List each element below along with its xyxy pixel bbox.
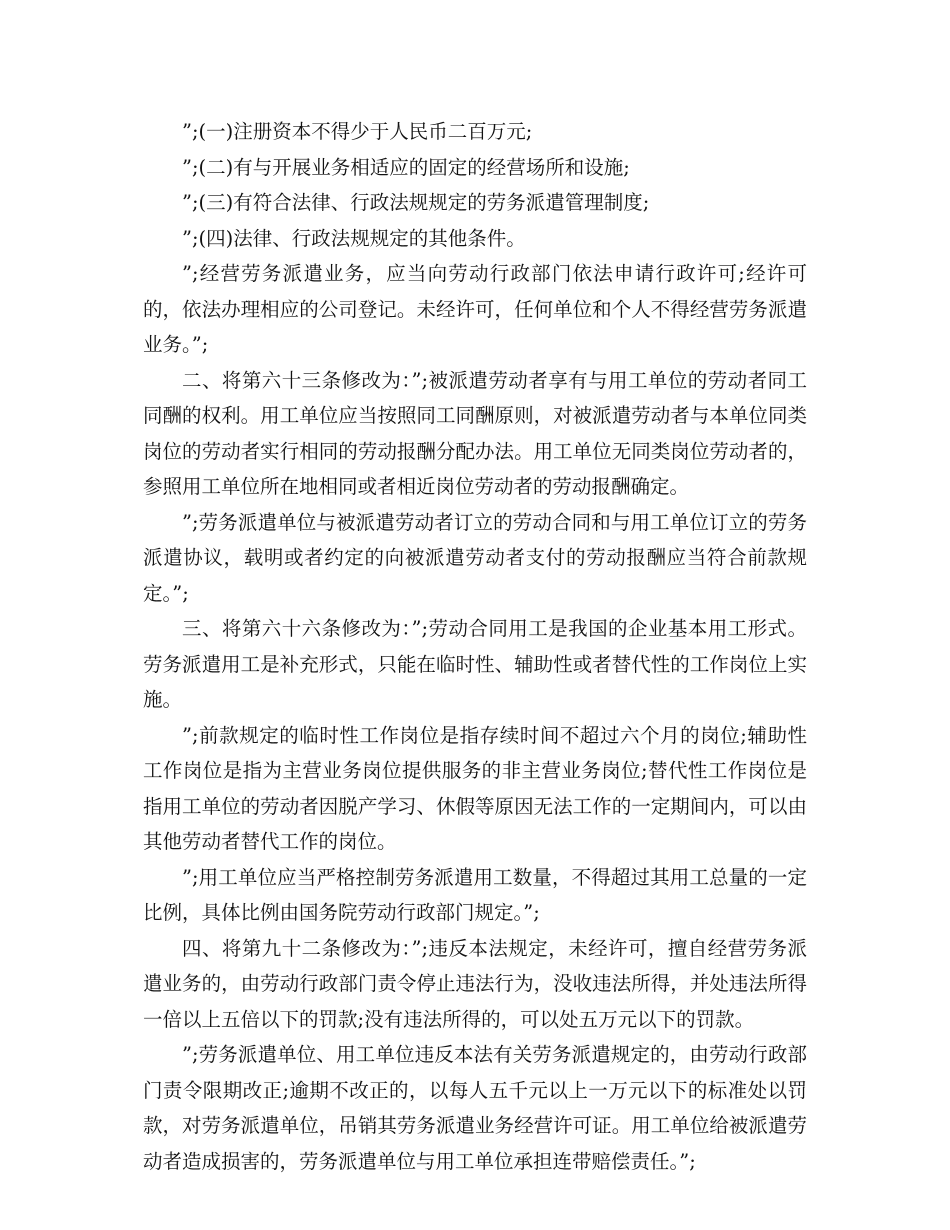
paragraph-4: ”;(四)法律、行政法规规定的其他条件。: [182, 226, 526, 250]
paragraph-7: ”;劳务派遣单位与被派遣劳动者订立的劳动合同和与用工单位订立的劳务派遣协议，载明或者约定的向被派遣劳动者支付的劳动报酬应当符合前款规定。”;: [143, 510, 807, 605]
document-body: [143, 114, 807, 1179]
paragraph-12: ”;劳务派遣单位、用工单位违反本法有关劳务派遣规定的，由劳动行政部门责令限期改正;逾期不改正的，以每人五千元以上一万元以下的标准处以罚款，对劳务派遣单位，吊销其劳务派遣业务经营许可证。用工单位给被派遣劳动者造成损害的，劳务派遣单位与用工单位承担连带赔偿责任。”;: [143, 1043, 807, 1173]
paragraph-1: ”;(一)注册资本不得少于人民币二百万元;: [182, 120, 533, 143]
paragraph-11: 四、将第九十二条修改为：”;违反本法规定，未经许可，擅自经营劳务派遣业务的，由劳动行政部门责令停止违法行为，没收违法所得，并处违法所得一倍以上五倍以下的罚款;没有违法所得的，可以处五万元以下的罚款。: [143, 936, 807, 1031]
paragraph-6: 二、将第六十三条修改为：”;被派遣劳动者享有与用工单位的劳动者同工同酬的权利。用工单位应当按照同工同酬原则，对被派遣劳动者与本单位同类岗位的劳动者实行相同的劳动报酬分配办法。用工单位无同类岗位劳动者的，参照用工单位所在地相同或者相近岗位劳动者的劳动报酬确定。: [143, 368, 807, 498]
paragraph-8: 三、将第六十六条修改为：”;劳动合同用工是我国的企业基本用工形式。劳务派遣用工是补充形式，只能在临时性、辅助性或者替代性的工作岗位上实施。: [143, 617, 807, 711]
paragraph-10: ”;用工单位应当严格控制劳务派遣用工数量，不得超过其用工总量的一定比例，具体比例由国务院劳动行政部门规定。”;: [143, 865, 807, 924]
paragraph-3: ”;(三)有符合法律、行政法规规定的劳务派遣管理制度;: [182, 191, 650, 214]
paragraph-5: ”;经营劳务派遣业务，应当向劳动行政部门依法申请行政许可;经许可的，依法办理相应的公司登记。未经许可，任何单位和个人不得经营劳务派遣业务。”;: [143, 262, 807, 356]
paragraph-2: ”;(二)有与开展业务相适应的固定的经营场所和设施;: [182, 155, 630, 179]
paragraph-9: ”;前款规定的临时性工作岗位是指存续时间不超过六个月的岗位;辅助性工作岗位是指为主营业务岗位提供服务的非主营业务岗位;替代性工作岗位是指用工单位的劳动者因脱产学习、休假等原因无法工作的一定期间内，可以由其他劳动者替代工作的岗位。: [143, 723, 807, 853]
